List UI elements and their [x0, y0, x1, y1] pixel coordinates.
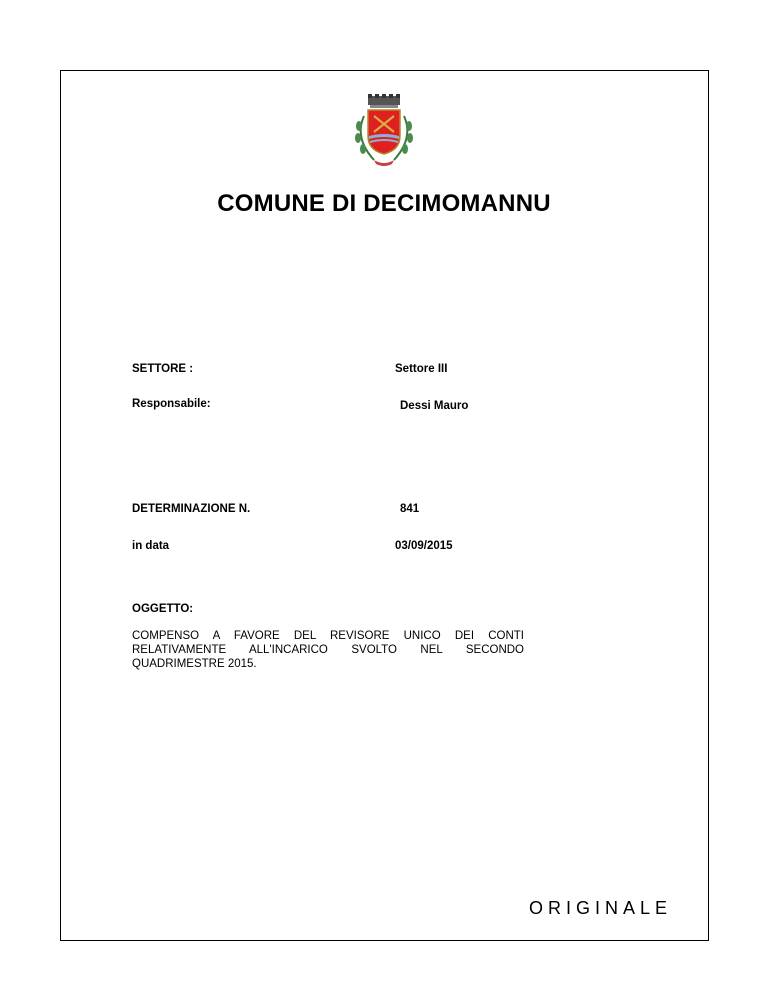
subject-text: COMPENSO A FAVORE DEL REVISORE UNICO DEI CONTI RELATIVAMENTE ALL'INCARICO SVOLTO NEL SECONDO QUADRIMESTRE 2015. — [132, 630, 524, 670]
municipality-title: COMUNE DI DECIMOMANNU — [217, 190, 551, 217]
municipal-coat-of-arms-icon — [344, 92, 424, 170]
settore-label: SETTORE : — [132, 363, 194, 375]
subject-heading: OGGETTO: — [132, 603, 194, 615]
responsabile-value: Dessi Mauro — [400, 400, 469, 412]
determinazione-label: DETERMINAZIONE N. — [132, 503, 251, 515]
responsabile-label: Responsabile: — [132, 398, 211, 410]
date-value: 03/09/2015 — [395, 540, 453, 552]
settore-value: Settore III — [395, 363, 448, 375]
determinazione-number: 841 — [400, 503, 420, 515]
original-stamp: ORIGINALE — [528, 898, 672, 918]
date-label: in data — [132, 540, 170, 552]
